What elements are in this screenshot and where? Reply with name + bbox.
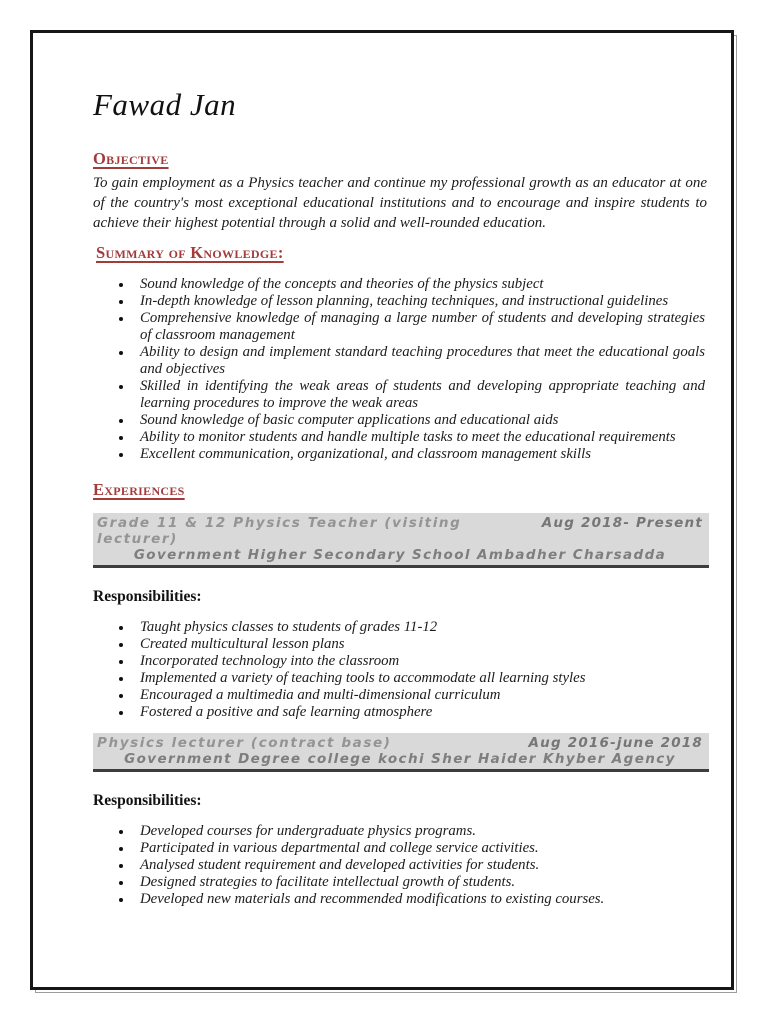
job-dates: Aug 2018- Present: [541, 515, 703, 532]
list-item: Analysed student requirement and developed activities for students.: [118, 857, 705, 874]
job-header-line: [97, 735, 703, 751]
list-item: Developed courses for undergraduate physics programs.: [118, 823, 705, 840]
list-item: Skilled in identifying the weak areas of students and developing appropriate teaching and learning procedures to improve the weak areas: [118, 378, 705, 412]
job-organization: Government Degree college kochi Sher Haider Khyber Agency: [124, 751, 676, 768]
list-item: Developed new materials and recommended modifications to existing courses.: [118, 891, 705, 908]
list-item: Taught physics classes to students of grades 11-12: [118, 619, 705, 636]
job-duties-list: [93, 619, 709, 721]
list-item: In-depth knowledge of lesson planning, teaching techniques, and instructional guidelines: [118, 293, 705, 310]
job-header-bar: [93, 513, 709, 568]
candidate-name: Fawad Jan: [93, 87, 237, 122]
list-item: Designed strategies to facilitate intellectual growth of students.: [118, 874, 705, 891]
job-title: Physics lecturer (contract base): [97, 735, 392, 752]
job-dates: Aug 2016-june 2018: [528, 735, 703, 752]
job-header-line: [97, 515, 703, 547]
job-title: Grade 11 & 12 Physics Teacher (visiting lecturer): [97, 515, 462, 548]
list-item: Excellent communication, organizational, and classroom management skills: [118, 446, 705, 463]
responsibilities-label: Responsibilities:: [93, 792, 202, 810]
objective-heading: Objective: [93, 149, 169, 168]
list-item: Sound knowledge of basic computer applications and educational aids: [118, 412, 705, 429]
list-item: Implemented a variety of teaching tools to accommodate all learning styles: [118, 670, 705, 687]
list-item: Ability to monitor students and handle multiple tasks to meet the educational requirements: [118, 429, 705, 446]
resume-page: [30, 30, 734, 990]
list-item: Ability to design and implement standard teaching procedures that meet the educational goals and objectives: [118, 344, 705, 378]
job-duties-list: [93, 823, 709, 908]
list-item: Encouraged a multimedia and multi-dimensional curriculum: [118, 687, 705, 704]
list-item: Incorporated technology into the classroom: [118, 653, 705, 670]
list-item: Participated in various departmental and college service activities.: [118, 840, 705, 857]
list-item: Fostered a positive and safe learning atmosphere: [118, 704, 705, 721]
summary-list: [93, 276, 709, 463]
list-item: Created multicultural lesson plans: [118, 636, 705, 653]
job-header-bar: [93, 733, 709, 772]
objective-text: To gain employment as a Physics teacher and continue my professional growth as an educator at one of the country's most exceptional educational institutions and to encourage and inspire students to achieve their highest potential through a solid and well-rounded education.: [93, 175, 707, 231]
summary-heading: Summary of Knowledge:: [96, 243, 284, 263]
list-item: Sound knowledge of the concepts and theories of the physics subject: [118, 276, 705, 293]
job-organization: Government Higher Secondary School Ambadher Charsadda: [133, 547, 667, 564]
experiences-heading: Experiences: [93, 480, 185, 500]
list-item: Comprehensive knowledge of managing a large number of students and developing strategies of classroom management: [118, 310, 705, 344]
responsibilities-label: Responsibilities:: [93, 588, 202, 606]
